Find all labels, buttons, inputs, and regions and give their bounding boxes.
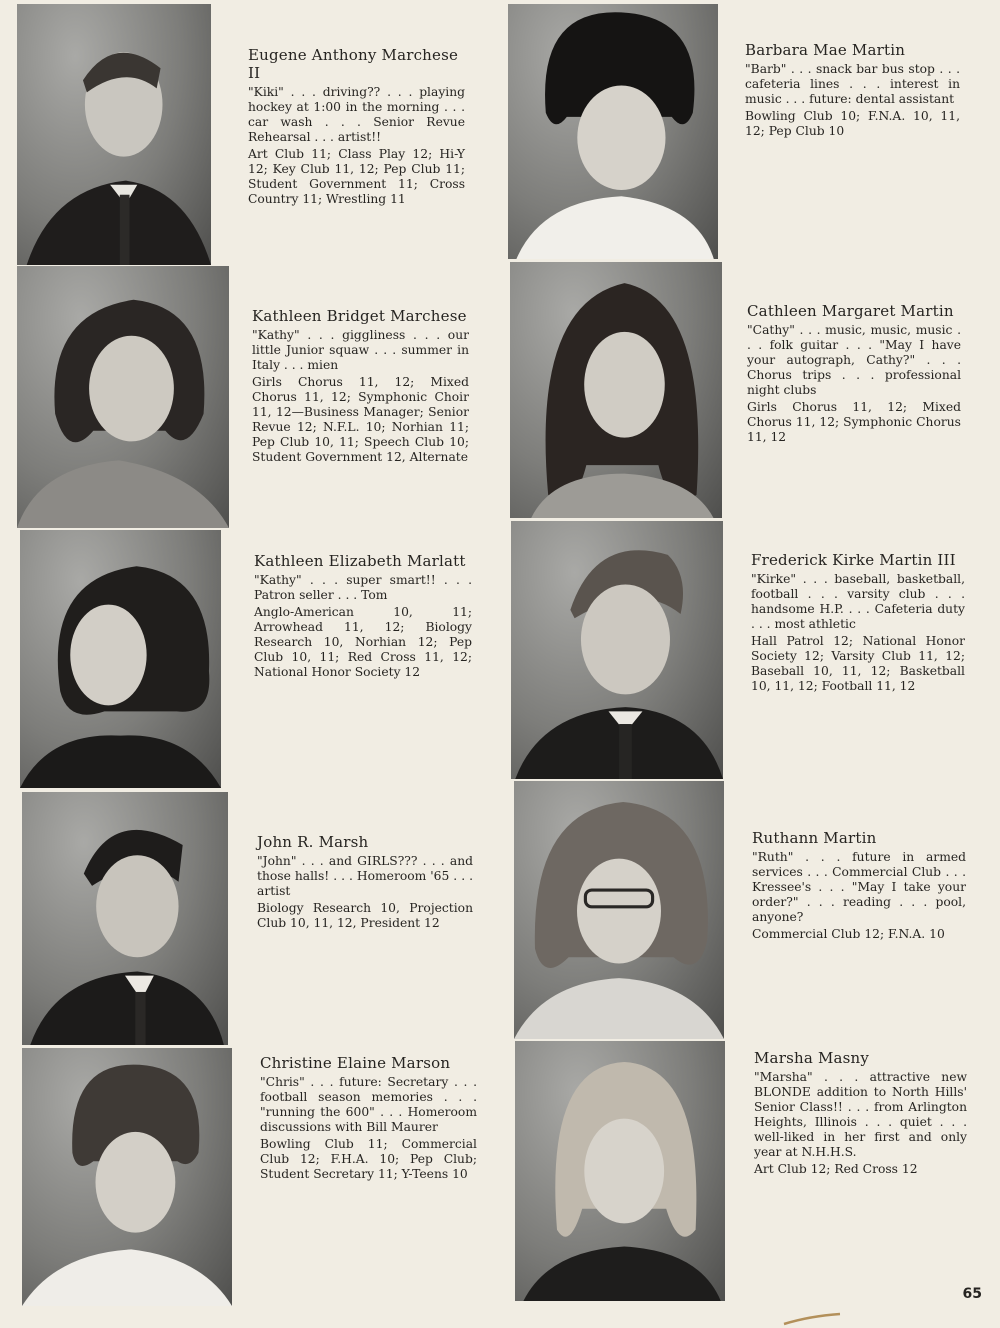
portrait-photo-marsha-masny: [515, 1041, 725, 1301]
portrait-photo-frederick-martin: [511, 521, 723, 779]
student-quote: "Barb" . . . snack bar bus stop . . . cafeteria lines . . . interest in music . . . future: dental assistant: [745, 62, 960, 106]
student-name: Marsha Masny: [754, 1049, 870, 1067]
portrait-photo-john-marsh: [22, 792, 228, 1045]
student-quote: "Marsha" . . . attractive new BLONDE addition to North Hills' Senior Class!! . . . from Arlington Heights, Illinois . . . quiet . . . well-liked in her first and only year at N.H.H.S.: [754, 1070, 967, 1159]
student-entry: [754, 1049, 967, 1177]
student-name: John R. Marsh: [257, 833, 369, 851]
student-quote: "Ruth" . . . future in armed services . . . Commercial Club . . . Kressee's . . . "May I take your order?" . . . reading . . . pool, anyone?: [752, 850, 966, 924]
student-name: Cathleen Margaret Martin: [747, 302, 954, 320]
portrait-photo-ruthann-martin: [514, 781, 724, 1039]
student-entry: [745, 41, 960, 139]
portrait-photo-cathleen-martin: [510, 262, 722, 518]
student-entry: [747, 302, 961, 445]
student-activities: Bowling Club 11; Commercial Club 12; F.H.A. 10; Pep Club; Student Secretary 11; Y-Teens 10: [260, 1137, 477, 1181]
student-name: Barbara Mae Martin: [745, 41, 906, 59]
student-activities: Biology Research 10, Projection Club 10, 11, 12, President 12: [257, 901, 473, 930]
pen-mark: [782, 1312, 842, 1326]
student-name: Ruthann Martin: [752, 829, 877, 847]
student-activities: Girls Chorus 11, 12; Mixed Chorus 11, 12; Symphonic Chorus 11, 12: [747, 400, 961, 444]
student-name: Eugene Anthony Marchese II: [248, 46, 459, 82]
student-entry: [752, 829, 966, 942]
student-entry: [252, 307, 469, 465]
student-name: Christine Elaine Marson: [260, 1054, 451, 1072]
portrait-photo-christine-marson: [22, 1048, 232, 1306]
student-activities: Hall Patrol 12; National Honor Society 12; Varsity Club 11, 12; Baseball 10, 11, 12; Basketball 10, 11, 12; Football 11, 12: [751, 634, 965, 693]
student-name: Kathleen Bridget Marchese: [252, 307, 467, 325]
student-entry: [260, 1054, 477, 1182]
student-entry: [257, 833, 473, 931]
student-activities: Girls Chorus 11, 12; Mixed Chorus 11, 12; Symphonic Choir 11, 12—Business Manager; Senior Revue 12; N.F.L. 10; Norhian 11; Pep Club 10, 11; Speech Club 10; Student Government 12, Alternate: [252, 375, 469, 464]
student-entry: [254, 552, 472, 680]
student-quote: "Chris" . . . future: Secretary . . . football season memories . . . "running the 600" . . . Homeroom discussions with Bill Maurer: [260, 1075, 477, 1134]
student-quote: "Kirke" . . . baseball, basketball, football . . . varsity club . . . handsome H.P. . . . Cafeteria duty . . . most athletic: [751, 572, 965, 631]
portrait-photo-eugene-marchese: [17, 4, 211, 265]
page-number: 65: [962, 1286, 982, 1302]
student-activities: Art Club 12; Red Cross 12: [754, 1162, 918, 1176]
student-name: Frederick Kirke Martin III: [751, 551, 956, 569]
student-quote: "Kathy" . . . giggliness . . . our little Junior squaw . . . summer in Italy . . . mien: [252, 328, 469, 372]
portrait-photo-kathleen-e-marlatt: [20, 530, 221, 788]
student-activities: Commercial Club 12; F.N.A. 10: [752, 927, 945, 941]
student-entry: [751, 551, 965, 694]
student-entry: [248, 46, 465, 207]
student-quote: "Kiki" . . . driving?? . . . playing hockey at 1:00 in the morning . . . car wash . . . Senior Revue Rehearsal . . . artist!!: [248, 85, 465, 144]
student-quote: "Cathy" . . . music, music, music . . . folk guitar . . . "May I have your autograph, Cathy?" . . . Chorus trips . . . professional night clubs: [747, 323, 961, 397]
student-activities: Bowling Club 10; F.N.A. 10, 11, 12; Pep Club 10: [745, 109, 960, 138]
portrait-photo-kathleen-b-marchese: [17, 266, 229, 528]
student-quote: "Kathy" . . . super smart!! . . . Patron seller . . . Tom: [254, 573, 472, 602]
student-quote: "John" . . . and GIRLS??? . . . and those halls! . . . Homeroom '65 . . . artist: [257, 854, 473, 898]
portrait-photo-barbara-martin: [508, 4, 718, 259]
student-activities: Art Club 11; Class Play 12; Hi-Y 12; Key Club 11, 12; Pep Club 11; Student Government 11; Cross Country 11; Wrestling 11: [248, 147, 465, 206]
student-name: Kathleen Elizabeth Marlatt: [254, 552, 466, 570]
student-activities: Anglo-American 10, 11; Arrowhead 11, 12; Biology Research 10, Norhian 12; Pep Club 10, 11; Red Cross 11, 12; National Honor Society 12: [254, 605, 472, 679]
